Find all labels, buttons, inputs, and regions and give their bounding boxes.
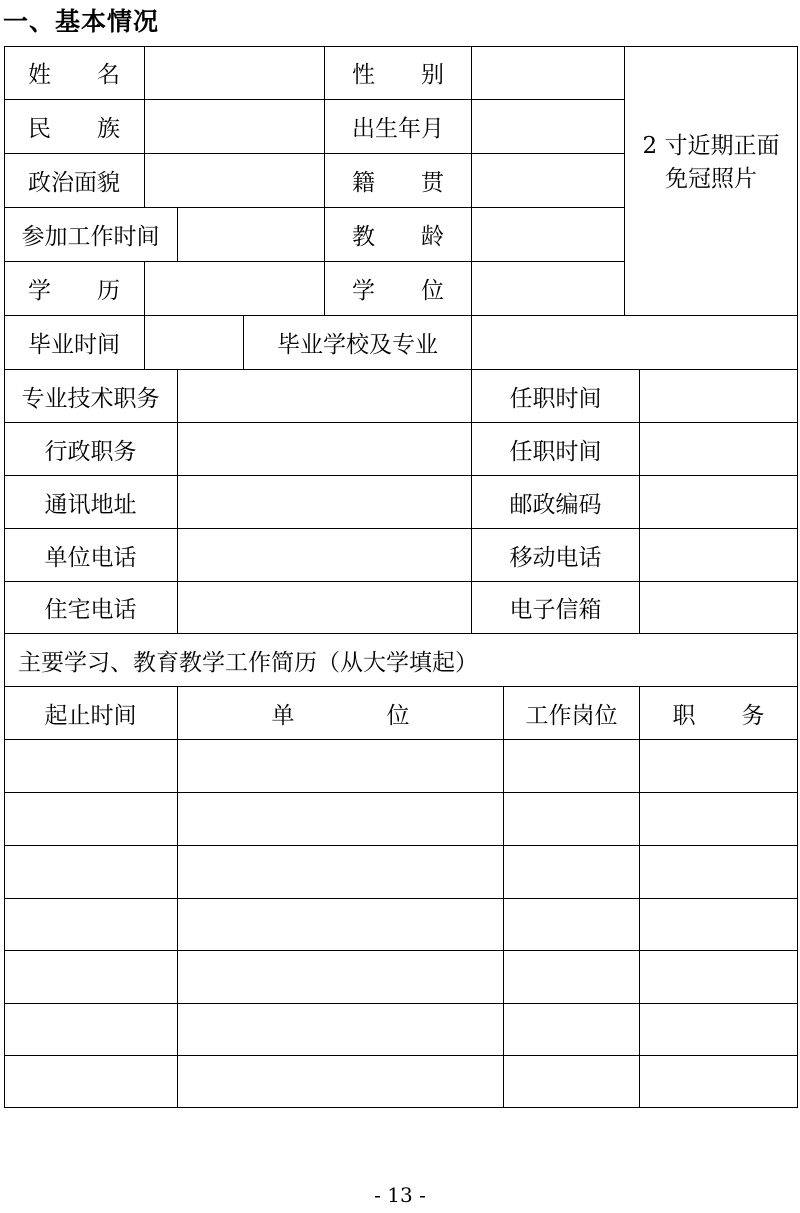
admin-time-field[interactable]: [640, 423, 797, 475]
label-degree: 学 位: [352, 278, 444, 304]
label-name: 姓 名: [28, 62, 120, 88]
history-row[interactable]: [4, 1056, 797, 1107]
table-border: [797, 46, 798, 1108]
page-number: - 13 -: [374, 1183, 426, 1207]
history-title: 主要学习、教育教学工作简历（从大学填起）: [18, 649, 478, 676]
home-phone-field[interactable]: [178, 582, 471, 633]
gender-field[interactable]: [472, 46, 624, 99]
history-row[interactable]: [4, 951, 797, 1003]
table-border: [4, 1107, 798, 1108]
label-tech-time: 任职时间: [509, 385, 602, 412]
ethnicity-field[interactable]: [145, 100, 324, 153]
label-email: 电子信箱: [509, 597, 602, 623]
degree-field[interactable]: [472, 262, 624, 315]
label-admin-time: 任职时间: [509, 438, 602, 465]
label-postcode: 邮政编码: [509, 491, 602, 518]
label-birth: 出生年月: [352, 116, 444, 142]
name-field[interactable]: [145, 46, 324, 99]
label-grad-time: 毕业时间: [28, 332, 120, 358]
photo-placeholder: [625, 46, 797, 315]
label-ethnicity: 民 族: [28, 116, 120, 142]
label-address: 通讯地址: [44, 491, 137, 518]
photo-line-2: 免冠照片: [665, 165, 757, 192]
education-field[interactable]: [145, 262, 324, 315]
history-header-unit: 单 位: [271, 702, 410, 729]
label-grad-school: 毕业学校及专业: [277, 332, 438, 358]
history-row[interactable]: [4, 793, 797, 845]
tech-title-field[interactable]: [178, 370, 471, 422]
label-education: 学 历: [28, 278, 120, 304]
history-header-period: 起止时间: [44, 702, 137, 729]
postcode-field[interactable]: [640, 476, 797, 528]
work-start-field[interactable]: [178, 208, 324, 261]
history-row[interactable]: [4, 899, 797, 950]
section-title: 一、基本情况: [3, 7, 160, 36]
political-field[interactable]: [145, 154, 324, 207]
native-place-field[interactable]: [472, 154, 624, 207]
label-tech-title: 专业技术职务: [21, 385, 160, 412]
label-teaching-years: 教 龄: [352, 224, 444, 250]
tech-time-field[interactable]: [640, 370, 797, 422]
label-admin-title: 行政职务: [44, 438, 137, 465]
mobile-field[interactable]: [640, 529, 797, 581]
email-field[interactable]: [640, 582, 797, 633]
label-work-start: 参加工作时间: [21, 224, 160, 250]
history-row[interactable]: [4, 1004, 797, 1055]
label-home-phone: 住宅电话: [44, 597, 137, 623]
history-header-title: 职 务: [672, 702, 765, 729]
label-gender: 性 别: [352, 62, 444, 88]
label-native-place: 籍 贯: [352, 170, 444, 196]
birth-field[interactable]: [472, 100, 624, 153]
admin-title-field[interactable]: [178, 423, 471, 475]
address-field[interactable]: [178, 476, 471, 528]
label-political: 政治面貌: [28, 170, 120, 196]
history-header-post: 工作岗位: [525, 702, 618, 729]
photo-line-1: 2 寸近期正面: [642, 132, 780, 159]
label-work-phone: 单位电话: [44, 544, 137, 571]
work-phone-field[interactable]: [178, 529, 471, 581]
label-mobile: 移动电话: [509, 544, 602, 571]
history-row[interactable]: [4, 740, 797, 792]
teaching-years-field[interactable]: [472, 208, 624, 261]
grad-school-field[interactable]: [472, 316, 797, 369]
grad-time-field[interactable]: [145, 316, 243, 369]
history-row[interactable]: [4, 846, 797, 898]
